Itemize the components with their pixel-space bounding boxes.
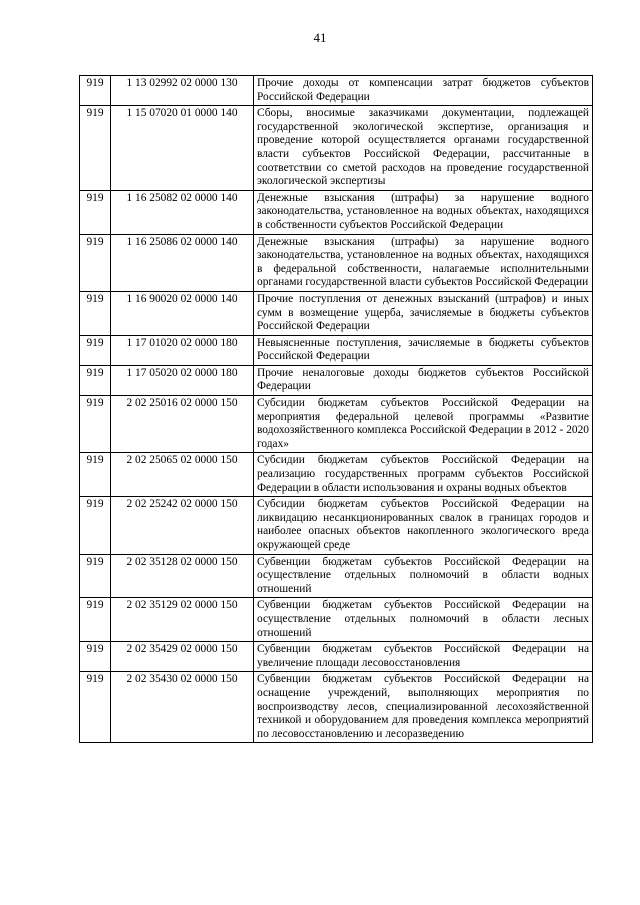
budget-classification-code-cell: 2 02 25016 02 0000 150: [111, 396, 254, 453]
admin-code-cell: 919: [80, 598, 111, 642]
table-row: [80, 76, 593, 106]
table-row: [80, 396, 593, 453]
revenue-description-cell: Денежные взыскания (штрафы) за нарушение водного законодательства, установленное на водных объектах, находящихся в федеральной собственности, налагаемые исполнительными органами государственной власти субъектов Российской Федерации: [254, 234, 593, 291]
budget-classification-code-cell: 1 15 07020 01 0000 140: [111, 106, 254, 191]
revenue-codes-table: [79, 75, 593, 743]
table-row: [80, 497, 593, 554]
revenue-description-cell: Прочие поступления от денежных взысканий (штрафов) и иных сумм в возмещение ущерба, зачисляемые в бюджеты субъектов Российской Федерации: [254, 291, 593, 335]
budget-classification-code-cell: 1 13 02992 02 0000 130: [111, 76, 254, 106]
page-number: 41: [313, 30, 327, 45]
revenue-description-cell: Субвенции бюджетам субъектов Российской Федерации на осуществление отдельных полномочий в области водных отношений: [254, 554, 593, 598]
table-row: [80, 190, 593, 234]
table-row: [80, 335, 593, 365]
revenue-description-cell: Субсидии бюджетам субъектов Российской Федерации на мероприятия федеральной целевой программы «Развитие водохозяйственного комплекса Российской Федерации в 2012 - 2020 годах»: [254, 396, 593, 453]
table-row: [80, 598, 593, 642]
revenue-description-cell: Субсидии бюджетам субъектов Российской Федерации на реализацию государственных программ субъектов Российской Федерации в области использования и охраны водных объектов: [254, 453, 593, 497]
budget-classification-code-cell: 2 02 35128 02 0000 150: [111, 554, 254, 598]
budget-classification-code-cell: 1 17 01020 02 0000 180: [111, 335, 254, 365]
admin-code-cell: 919: [80, 234, 111, 291]
admin-code-cell: 919: [80, 190, 111, 234]
budget-classification-code-cell: 2 02 35429 02 0000 150: [111, 642, 254, 672]
admin-code-cell: 919: [80, 335, 111, 365]
table-row: [80, 642, 593, 672]
table-row: [80, 672, 593, 743]
revenue-description-cell: Субсидии бюджетам субъектов Российской Федерации на ликвидацию несанкционированных свалок в границах городов и наиболее опасных объектов накопленного экологического вреда окружающей среде: [254, 497, 593, 554]
budget-classification-code-cell: 1 17 05020 02 0000 180: [111, 365, 254, 395]
admin-code-cell: 919: [80, 554, 111, 598]
admin-code-cell: 919: [80, 642, 111, 672]
table-row: [80, 453, 593, 497]
budget-classification-code-cell: 2 02 25065 02 0000 150: [111, 453, 254, 497]
revenue-description-cell: Субвенции бюджетам субъектов Российской Федерации на осуществление отдельных полномочий в области лесных отношений: [254, 598, 593, 642]
table-row: [80, 291, 593, 335]
budget-classification-code-cell: 1 16 90020 02 0000 140: [111, 291, 254, 335]
revenue-description-cell: Денежные взыскания (штрафы) за нарушение водного законодательства, установленное на водных объектах, находящихся в собственности субъектов Российской Федерации: [254, 190, 593, 234]
table-row: [80, 234, 593, 291]
admin-code-cell: 919: [80, 497, 111, 554]
revenue-description-cell: Субвенции бюджетам субъектов Российской Федерации на увеличение площади лесовосстановления: [254, 642, 593, 672]
table-body: [80, 76, 593, 743]
admin-code-cell: 919: [80, 453, 111, 497]
budget-classification-code-cell: 1 16 25086 02 0000 140: [111, 234, 254, 291]
revenue-description-cell: Прочие доходы от компенсации затрат бюджетов субъектов Российской Федерации: [254, 76, 593, 106]
admin-code-cell: 919: [80, 672, 111, 743]
revenue-description-cell: Сборы, вносимые заказчиками документации, подлежащей государственной экологической экспертизе, организация и проведение которой осуществляется органами государственной власти субъектов Российской Федерации, рассчитанные в соответствии со сметой расходов на проведение государственной экологической экспертизы: [254, 106, 593, 191]
admin-code-cell: 919: [80, 365, 111, 395]
revenue-description-cell: Невыясненные поступления, зачисляемые в бюджеты субъектов Российской Федерации: [254, 335, 593, 365]
admin-code-cell: 919: [80, 76, 111, 106]
admin-code-cell: 919: [80, 106, 111, 191]
table-row: [80, 365, 593, 395]
budget-classification-code-cell: 2 02 35430 02 0000 150: [111, 672, 254, 743]
budget-classification-code-cell: 1 16 25082 02 0000 140: [111, 190, 254, 234]
budget-classification-code-cell: 2 02 35129 02 0000 150: [111, 598, 254, 642]
table-row: [80, 554, 593, 598]
admin-code-cell: 919: [80, 291, 111, 335]
table-row: [80, 106, 593, 191]
revenue-description-cell: Субвенции бюджетам субъектов Российской Федерации на оснащение учреждений, выполняющих мероприятия по воспроизводству лесов, специализированной лесохозяйственной техникой и оборудованием для проведения комплекса мероприятий по лесовосстановлению и лесоразведению: [254, 672, 593, 743]
budget-classification-code-cell: 2 02 25242 02 0000 150: [111, 497, 254, 554]
admin-code-cell: 919: [80, 396, 111, 453]
revenue-description-cell: Прочие неналоговые доходы бюджетов субъектов Российской Федерации: [254, 365, 593, 395]
